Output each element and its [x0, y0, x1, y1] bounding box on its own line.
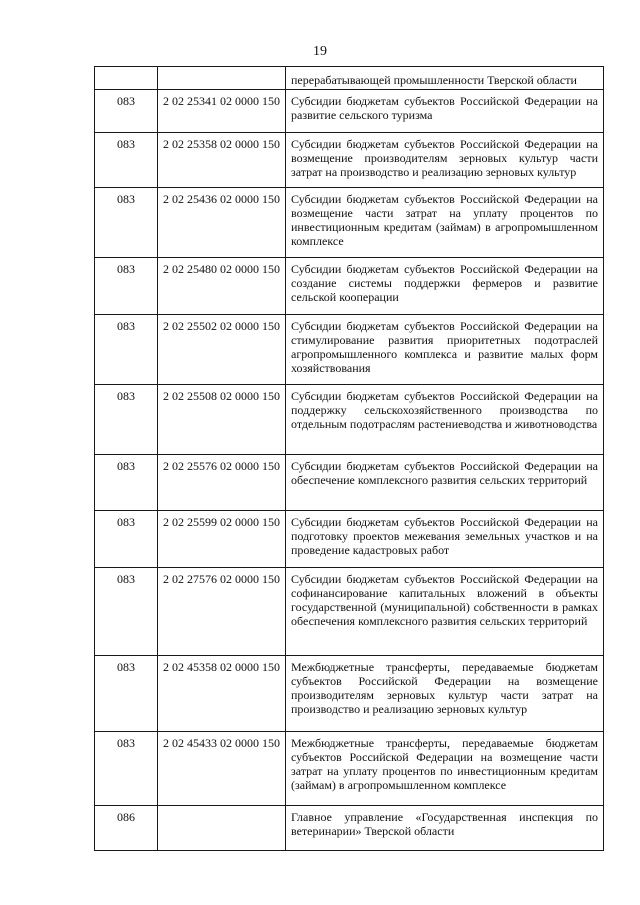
admin-code-cell: 083 — [95, 656, 158, 732]
description-cell: Субсидии бюджетам субъектов Российской Федерации на софинансирование капитальных вложений в объекты государственной (муниципальной) собственности в рамках обеспечения комплексного развития сельских территорий — [286, 568, 604, 656]
admin-code-cell: 083 — [95, 455, 158, 511]
description-cell: Субсидии бюджетам субъектов Российской Федерации на развитие сельского туризма — [286, 90, 604, 133]
admin-code-cell: 083 — [95, 385, 158, 455]
table-row — [95, 188, 604, 258]
admin-code-cell: 083 — [95, 568, 158, 656]
page-number: 19 — [313, 44, 327, 59]
description-cell: Субсидии бюджетам субъектов Российской Федерации на возмещение производителям зерновых культур части затрат на производство и реализацию зерновых культур — [286, 133, 604, 188]
budget-code-cell: 2 02 25502 02 0000 150 — [158, 315, 286, 385]
admin-code-cell: 083 — [95, 732, 158, 806]
budget-code-cell: 2 02 27576 02 0000 150 — [158, 568, 286, 656]
table-row — [95, 732, 604, 806]
description-cell: Межбюджетные трансферты, передаваемые бюджетам субъектов Российской Федерации на возмещение производителям зерновых культур части затрат на производство и реализацию зерновых культур — [286, 656, 604, 732]
table-row — [95, 656, 604, 732]
budget-code-cell — [158, 806, 286, 851]
budget-code-cell — [158, 67, 286, 90]
description-cell: Главное управление «Государственная инспекция по ветеринарии» Тверской области — [286, 806, 604, 851]
admin-code-cell: 083 — [95, 258, 158, 315]
description-cell: Межбюджетные трансферты, передаваемые бюджетам субъектов Российской Федерации на возмещение части затрат на уплату процентов по инвестиционным кредитам (займам) в агропромышленном комплексе — [286, 732, 604, 806]
budget-code-cell: 2 02 25599 02 0000 150 — [158, 511, 286, 568]
table-row — [95, 133, 604, 188]
table-row — [95, 455, 604, 511]
table-row — [95, 315, 604, 385]
budget-code-cell: 2 02 45433 02 0000 150 — [158, 732, 286, 806]
table-body — [95, 67, 604, 851]
budget-code-cell: 2 02 25480 02 0000 150 — [158, 258, 286, 315]
description-cell: Субсидии бюджетам субъектов Российской Федерации на поддержку сельскохозяйственного производства по отдельным подотраслям растениеводства и животноводства — [286, 385, 604, 455]
table-row — [95, 385, 604, 455]
budget-code-cell: 2 02 45358 02 0000 150 — [158, 656, 286, 732]
admin-code-cell — [95, 67, 158, 90]
budget-code-cell: 2 02 25576 02 0000 150 — [158, 455, 286, 511]
table-row — [95, 258, 604, 315]
budget-revenue-table — [94, 66, 604, 851]
description-cell: Субсидии бюджетам субъектов Российской Федерации на создание системы поддержки фермеров и развитие сельской кооперации — [286, 258, 604, 315]
admin-code-cell: 083 — [95, 511, 158, 568]
table-row — [95, 90, 604, 133]
description-cell: Субсидии бюджетам субъектов Российской Федерации на стимулирование развития приоритетных подотраслей агропромышленного комплекса и развитие малых форм хозяйствования — [286, 315, 604, 385]
description-cell: перерабатывающей промышленности Тверской области — [286, 67, 604, 90]
admin-code-cell: 086 — [95, 806, 158, 851]
admin-code-cell: 083 — [95, 315, 158, 385]
budget-code-cell: 2 02 25358 02 0000 150 — [158, 133, 286, 188]
admin-code-cell: 083 — [95, 133, 158, 188]
admin-code-cell: 083 — [95, 188, 158, 258]
description-cell: Субсидии бюджетам субъектов Российской Федерации на возмещение части затрат на уплату процентов по инвестиционным кредитам (займам) в агропромышленном комплексе — [286, 188, 604, 258]
budget-code-cell: 2 02 25341 02 0000 150 — [158, 90, 286, 133]
table-row — [95, 511, 604, 568]
admin-code-cell: 083 — [95, 90, 158, 133]
description-cell: Субсидии бюджетам субъектов Российской Федерации на подготовку проектов межевания земельных участков и на проведение кадастровых работ — [286, 511, 604, 568]
table-row — [95, 806, 604, 851]
description-cell: Субсидии бюджетам субъектов Российской Федерации на обеспечение комплексного развития сельских территорий — [286, 455, 604, 511]
table-row — [95, 568, 604, 656]
budget-code-cell: 2 02 25436 02 0000 150 — [158, 188, 286, 258]
budget-code-cell: 2 02 25508 02 0000 150 — [158, 385, 286, 455]
table-row — [95, 67, 604, 90]
